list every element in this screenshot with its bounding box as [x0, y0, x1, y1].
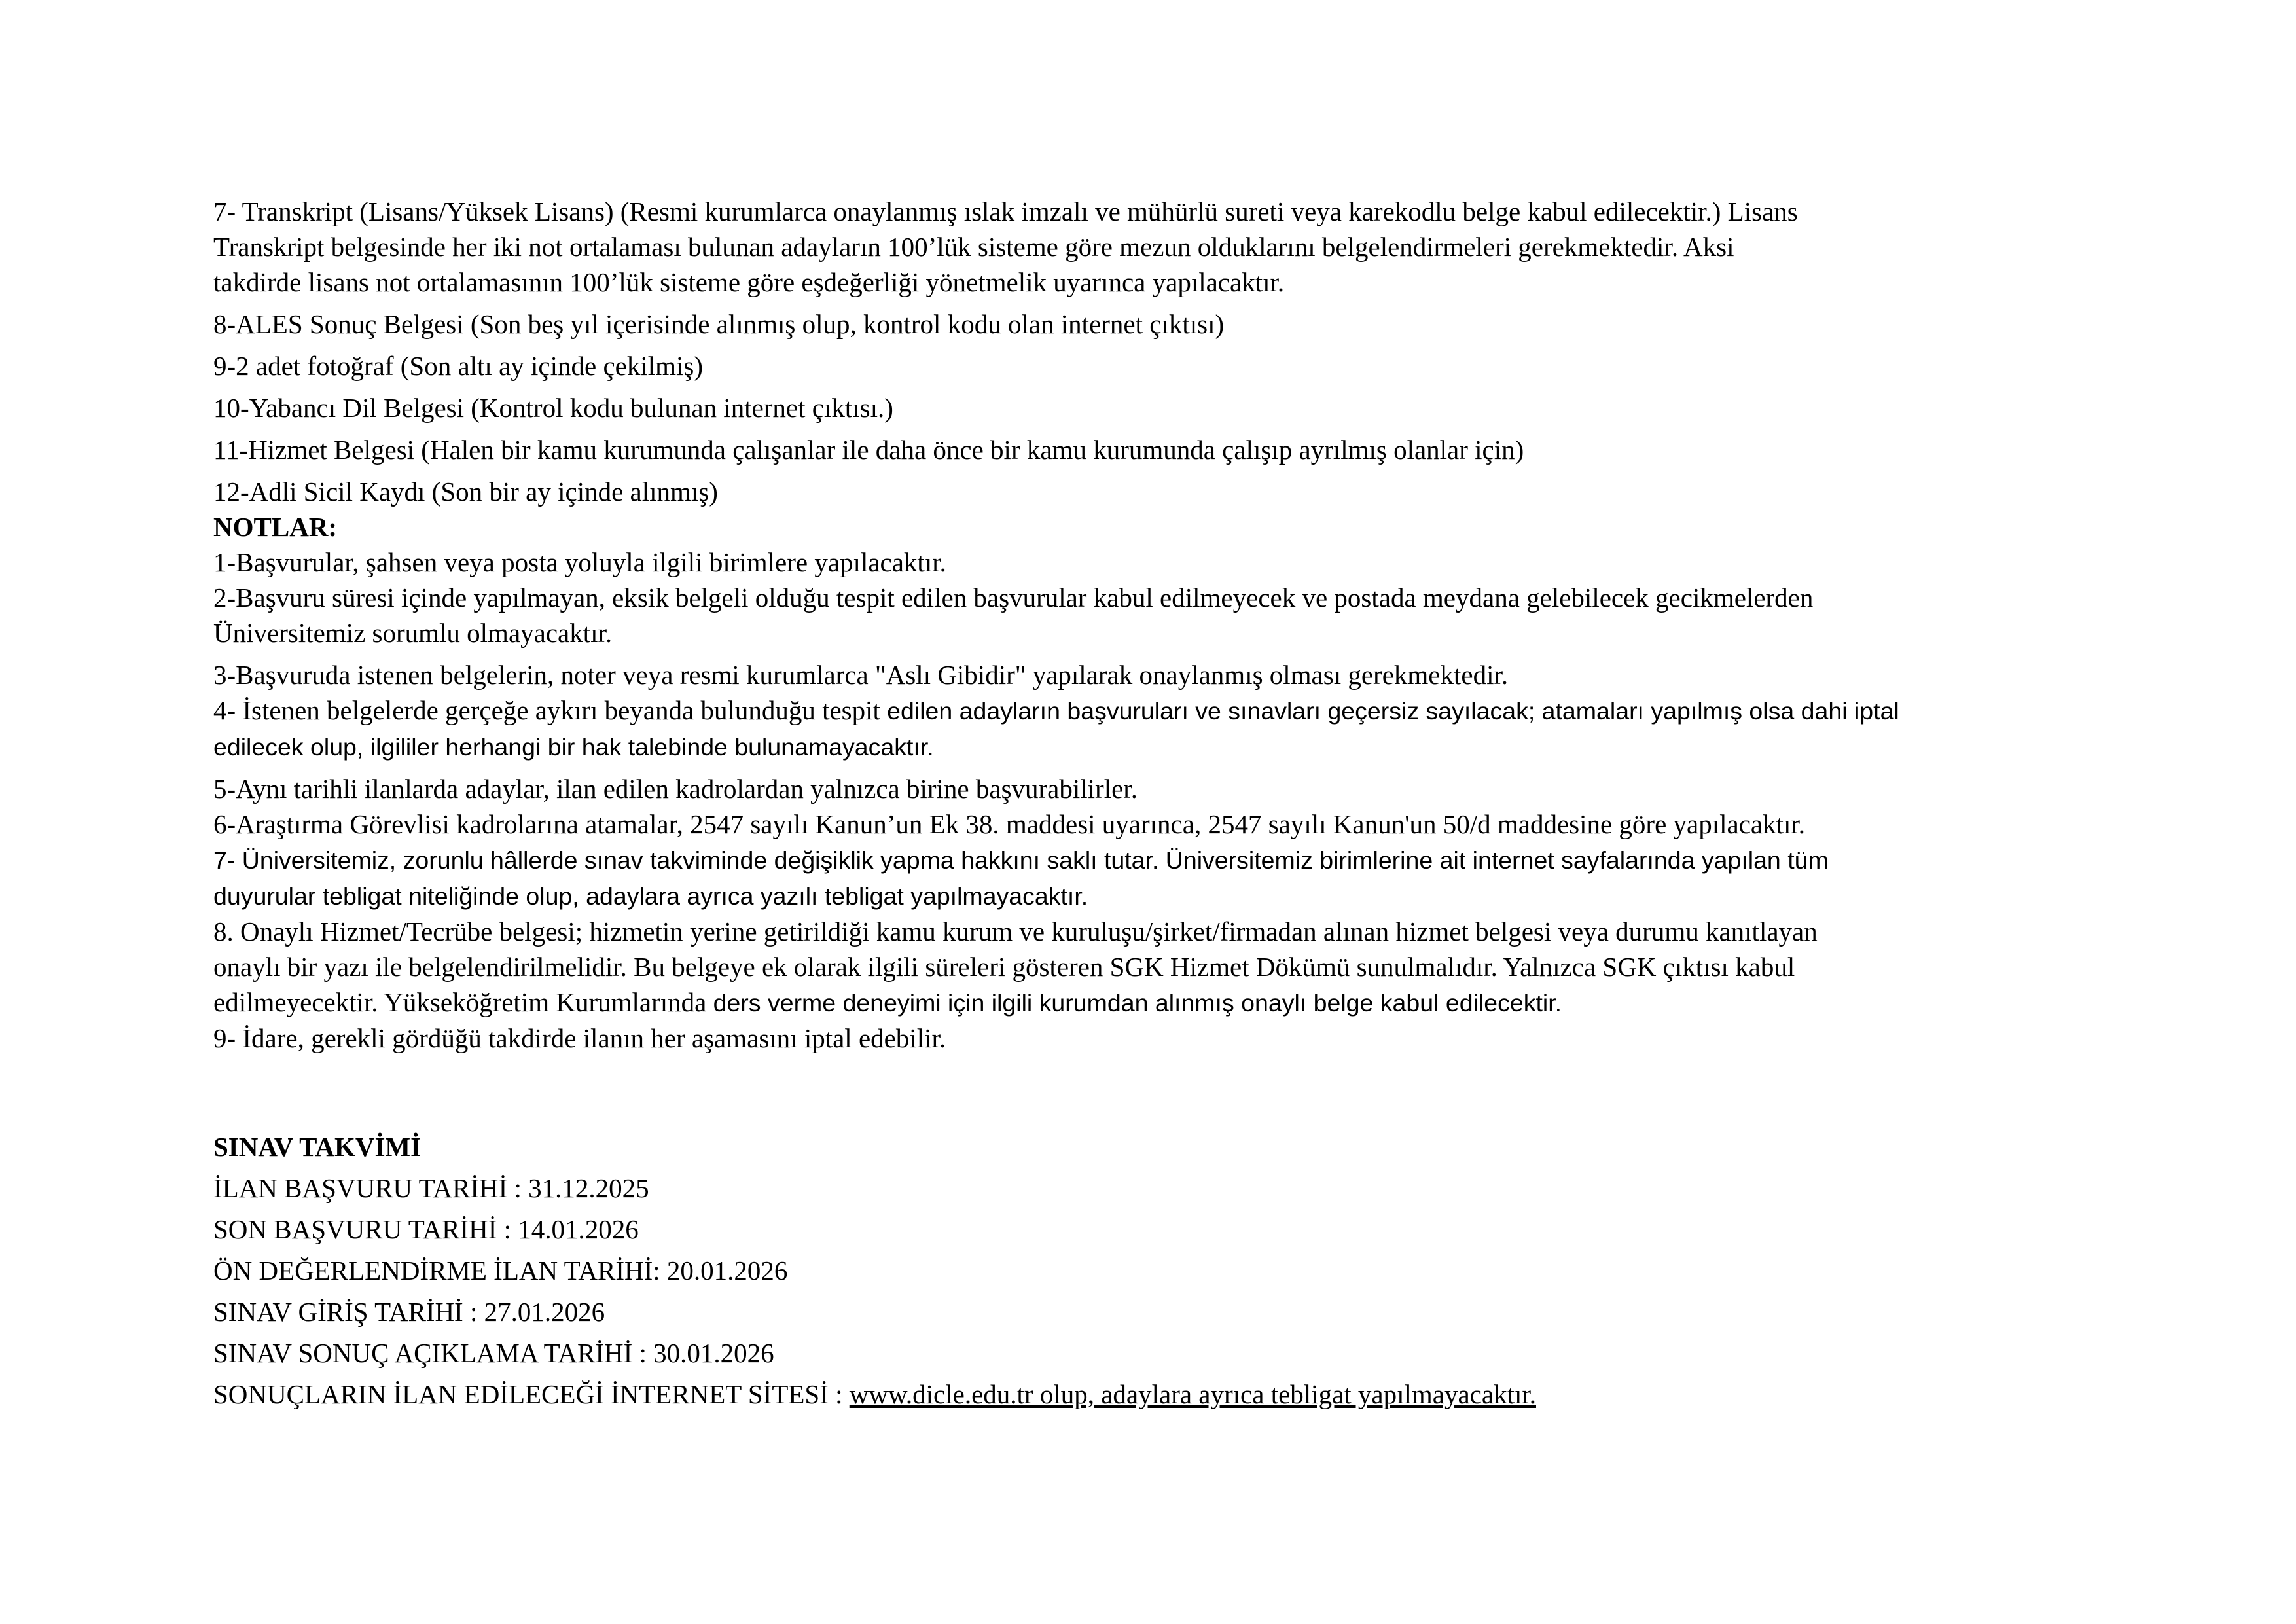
- calendar-giris-date: SINAV GİRİŞ TARİHİ : 27.01.2026: [213, 1297, 605, 1327]
- note-1: 1-Başvurular, şahsen veya posta yoluyla ilgili birimlere yapılacaktır.: [213, 547, 946, 577]
- calendar-website: [213, 1374, 2131, 1415]
- note-8-line1: 8. Onaylı Hizmet/Tecrübe belgesi; hizmetin yerine getirildiği kamu kurum ve kuruluşu/şirket/firmadan alınan hizmet belgesi veya durumu kanıtlayan: [213, 916, 1818, 947]
- notes-heading: NOTLAR:: [213, 512, 338, 542]
- document-item-11: 11-Hizmet Belgesi (Halen bir kamu kurumunda çalışanlar ile daha önce bir kamu kurumunda çalışıp ayrılmış olanlar için): [213, 435, 1524, 465]
- item7-line3: takdirde lisans not ortalamasının 100’lük sisteme göre eşdeğerliği yönetmelik uyarınca yapılacaktır.: [213, 267, 1285, 297]
- calendar-on-date: ÖN DEĞERLENDİRME İLAN TARİHİ: 20.01.2026: [213, 1255, 788, 1286]
- note-4-line2: edilecek olup, ilgililer herhangi bir hak talebinde bulunamayacaktır.: [213, 733, 934, 761]
- note-5: 5-Aynı tarihli ilanlarda adaylar, ilan edilen kadrolardan yalnızca birine başvurabilirler.: [213, 774, 1138, 804]
- note-2-line1: 2-Başvuru süresi içinde yapılmayan, eksik belgeli olduğu tespit edilen başvurular kabul edilmeyecek ve postada meydana gelebilecek gecikmelerden: [213, 583, 1814, 613]
- note-8-line3-sans: ders verme deneyimi için ilgili kurumdan alınmış onaylı belge kabul edilecektir.: [713, 989, 1562, 1017]
- document-item-12: 12-Adli Sicil Kaydı (Son bir ay içinde alınmış): [213, 477, 718, 507]
- calendar-ilan-date: İLAN BAŞVURU TARİHİ : 31.12.2025: [213, 1173, 649, 1203]
- website-label: SONUÇLARIN İLAN EDİLECEĞİ İNTERNET SİTESİ :: [213, 1379, 850, 1409]
- exam-calendar: [213, 1127, 2131, 1415]
- document-item-9: 9-2 adet fotoğraf (Son altı ay içinde çekilmiş): [213, 351, 704, 381]
- note-7: [213, 842, 2131, 914]
- note-8-line3-serif: edilmeyecektir. Yükseköğretim Kurumlarında: [213, 987, 713, 1017]
- note-2-line2: Üniversitemiz sorumlu olmayacaktır.: [213, 618, 613, 648]
- item7-line1: 7- Transkript (Lisans/Yüksek Lisans) (Resmi kurumlarca onaylanmış ıslak imzalı ve mühürlü sureti veya karekodlu belge kabul edilecektir.) Lisans: [213, 196, 1798, 226]
- note-8: [213, 914, 2131, 1020]
- website-link[interactable]: www.dicle.edu.tr olup, adaylara ayrıca tebligat yapılmayacaktır.: [849, 1379, 1536, 1409]
- calendar-sonuc-date: SINAV SONUÇ AÇIKLAMA TARİHİ : 30.01.2026: [213, 1338, 774, 1368]
- note-7-line2: duyurular tebligat niteliğinde olup, adaylara ayrıca yazılı tebligat yapılmayacaktır.: [213, 882, 1088, 910]
- document-item-7: [213, 194, 2131, 300]
- note-7-line1: 7- Üniversitemiz, zorunlu hâllerde sınav takviminde değişiklik yapma hakkını saklı tutar. Üniversitemiz birimlerine ait internet sayfalarında yapılan tüm: [213, 846, 1829, 874]
- section-spacer: [213, 1056, 2131, 1127]
- note-4-serif-part: 4- İstenen belgelerde gerçeğe aykırı beyanda bulunduğu tespit: [213, 695, 888, 725]
- note-2: [213, 580, 2131, 651]
- note-4: [213, 693, 2131, 765]
- note-4-sans-part: edilen adayların başvuruları ve sınavları geçersiz sayılacak; atamaları yapılmış olsa dahi iptal: [887, 697, 1899, 725]
- document-page: [213, 194, 2131, 1415]
- item7-line2: Transkript belgesinde her iki not ortalaması bulunan adayların 100’lük sisteme göre mezun olduklarını belgelendirmeleri gerekmektedir. Aksi: [213, 232, 1734, 262]
- note-3: 3-Başvuruda istenen belgelerin, noter veya resmi kurumlarca "Aslı Gibidir" yapılarak onaylanmış olması gerekmektedir.: [213, 660, 1509, 690]
- note-8-line2: onaylı bir yazı ile belgelendirilmelidir. Bu belgeye ek olarak ilgili süreleri gösteren SGK Hizmet Dökümü sunulmalıdır. Yalnızca SGK çıktısı kabul: [213, 952, 1795, 982]
- calendar-son-date: SON BAŞVURU TARİHİ : 14.01.2026: [213, 1214, 639, 1244]
- note-9: 9- İdare, gerekli gördüğü takdirde ilanın her aşamasını iptal edebilir.: [213, 1023, 946, 1053]
- note-6: 6-Araştırma Görevlisi kadrolarına atamalar, 2547 sayılı Kanun’un Ek 38. maddesi uyarınca, 2547 sayılı Kanun'un 50/d maddesine göre yapılacaktır.: [213, 809, 1806, 839]
- notes-section: [213, 509, 2131, 1056]
- document-item-8: 8-ALES Sonuç Belgesi (Son beş yıl içerisinde alınmış olup, kontrol kodu olan internet çıktısı): [213, 309, 1225, 339]
- calendar-heading: SINAV TAKVİMİ: [213, 1132, 422, 1162]
- required-documents: [213, 194, 2131, 509]
- document-item-10: 10-Yabancı Dil Belgesi (Kontrol kodu bulunan internet çıktısı.): [213, 393, 893, 423]
